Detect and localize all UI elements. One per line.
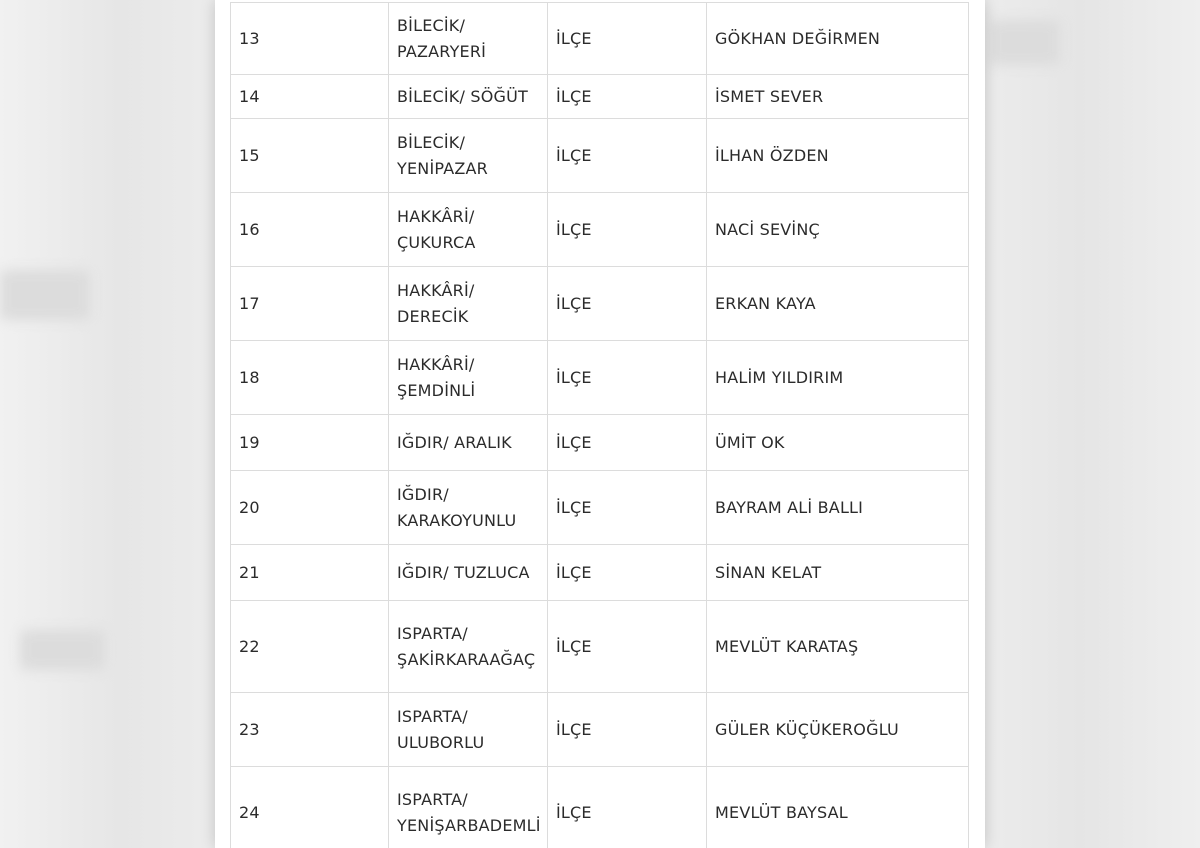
document-page	[215, 0, 985, 848]
district-cell	[389, 3, 548, 75]
type-cell: İLÇE	[548, 693, 707, 767]
type-cell: İLÇE	[548, 471, 707, 545]
type-cell: İLÇE	[548, 545, 707, 601]
type-cell: İLÇE	[548, 3, 707, 75]
blurred-background-block	[0, 270, 90, 320]
table-row	[231, 767, 969, 848]
table-row	[231, 193, 969, 267]
name-cell: MEVLÜT KARATAŞ	[707, 601, 969, 693]
type-cell: İLÇE	[548, 767, 707, 848]
type-cell: İLÇE	[548, 341, 707, 415]
district-line: ŞAKİRKARAAĞAÇ	[397, 649, 536, 669]
row-number-cell: 23	[231, 693, 389, 767]
table-row	[231, 601, 969, 693]
table-row	[231, 415, 969, 471]
district-line: PAZARYERİ	[397, 41, 487, 61]
district-line: ÇUKURCA	[397, 232, 476, 252]
name-cell: ERKAN KAYA	[707, 267, 969, 341]
district-line: HAKKÂRİ/	[397, 206, 475, 226]
district-cell	[389, 267, 548, 341]
row-number-cell: 18	[231, 341, 389, 415]
district-line: HAKKÂRİ/	[397, 354, 475, 374]
district-cell	[389, 767, 548, 848]
district-line: BİLECİK/	[397, 132, 466, 152]
table-row	[231, 545, 969, 601]
district-line: IĞDIR/ TUZLUCA	[397, 562, 530, 582]
name-cell: NACİ SEVİNÇ	[707, 193, 969, 267]
district-cell	[389, 415, 548, 471]
district-line: YENİŞARBADEMLİ	[397, 815, 541, 835]
district-line: ŞEMDİNLİ	[397, 380, 476, 400]
district-line: ULUBORLU	[397, 732, 485, 752]
row-number-cell: 21	[231, 545, 389, 601]
table-row	[231, 341, 969, 415]
table-row	[231, 3, 969, 75]
district-cell	[389, 75, 548, 119]
district-line: YENİPAZAR	[397, 158, 488, 178]
district-cell	[389, 693, 548, 767]
row-number-cell: 14	[231, 75, 389, 119]
row-number-cell: 13	[231, 3, 389, 75]
table-row	[231, 471, 969, 545]
district-line: ISPARTA/	[397, 706, 468, 726]
name-cell: BAYRAM ALİ BALLI	[707, 471, 969, 545]
row-number-cell: 24	[231, 767, 389, 848]
row-number-cell: 17	[231, 267, 389, 341]
name-cell: GÜLER KÜÇÜKEROĞLU	[707, 693, 969, 767]
district-cell	[389, 193, 548, 267]
row-number-cell: 19	[231, 415, 389, 471]
district-cell	[389, 545, 548, 601]
name-cell: İSMET SEVER	[707, 75, 969, 119]
officials-table	[230, 2, 969, 848]
name-cell: GÖKHAN DEĞİRMEN	[707, 3, 969, 75]
district-cell	[389, 601, 548, 693]
district-line: HAKKÂRİ/	[397, 280, 475, 300]
district-cell	[389, 471, 548, 545]
district-line: BİLECİK/	[397, 15, 466, 35]
type-cell: İLÇE	[548, 75, 707, 119]
district-cell	[389, 341, 548, 415]
name-cell: MEVLÜT BAYSAL	[707, 767, 969, 848]
district-line: IĞDIR/	[397, 484, 449, 504]
row-number-cell: 20	[231, 471, 389, 545]
name-cell: SİNAN KELAT	[707, 545, 969, 601]
table-row	[231, 75, 969, 119]
blurred-background-block	[990, 20, 1060, 65]
name-cell: ÜMİT OK	[707, 415, 969, 471]
row-number-cell: 15	[231, 119, 389, 193]
district-line: ISPARTA/	[397, 623, 468, 643]
district-line: IĞDIR/ ARALIK	[397, 432, 512, 452]
district-cell	[389, 119, 548, 193]
name-cell: HALİM YILDIRIM	[707, 341, 969, 415]
name-cell: İLHAN ÖZDEN	[707, 119, 969, 193]
district-line: ISPARTA/	[397, 789, 468, 809]
table-row	[231, 119, 969, 193]
table-row	[231, 267, 969, 341]
district-line: DERECİK	[397, 306, 469, 326]
table-row	[231, 693, 969, 767]
district-line: KARAKOYUNLU	[397, 510, 517, 530]
row-number-cell: 22	[231, 601, 389, 693]
district-line: BİLECİK/ SÖĞÜT	[397, 86, 529, 106]
type-cell: İLÇE	[548, 601, 707, 693]
type-cell: İLÇE	[548, 415, 707, 471]
type-cell: İLÇE	[548, 267, 707, 341]
type-cell: İLÇE	[548, 193, 707, 267]
row-number-cell: 16	[231, 193, 389, 267]
type-cell: İLÇE	[548, 119, 707, 193]
blurred-background-block	[20, 630, 105, 670]
